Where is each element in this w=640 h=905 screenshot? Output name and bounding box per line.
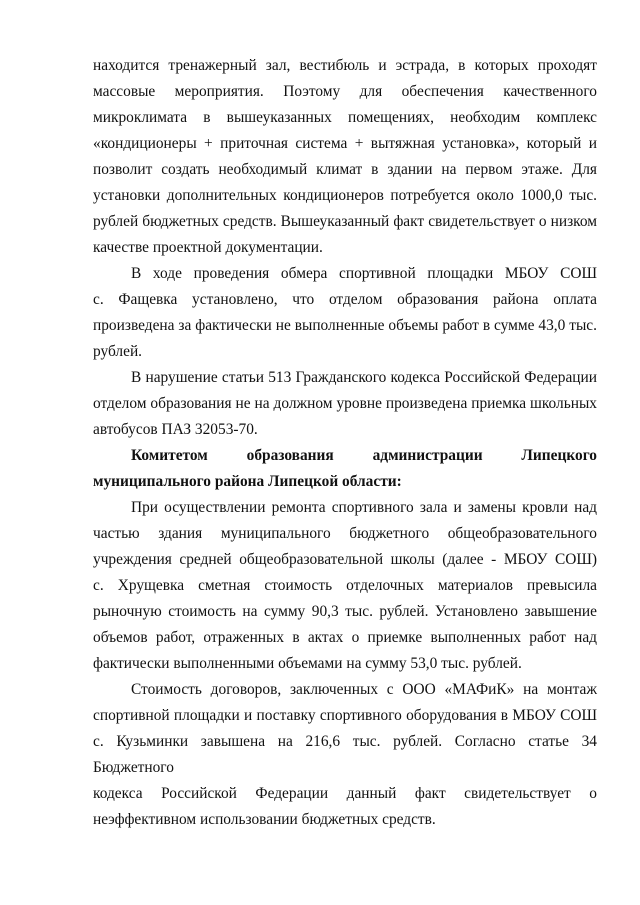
text-line: объемов работ, отраженных в актах о приемке выполненных работ над: [93, 629, 597, 646]
paragraph-1: [93, 53, 597, 261]
text-line: рыночную стоимость на сумму 90,3 тыс. рублей. Установлено завышение: [93, 603, 597, 620]
text-line: спортивной площадки и поставку спортивного оборудования в МБОУ СОШ: [93, 707, 597, 724]
text-line: автобусов ПАЗ 32053-70.: [93, 421, 258, 438]
text-line: позволит создать необходимый климат в здании на первом этаже. Для: [93, 161, 597, 178]
text-line: При осуществлении ремонта спортивного зала и замены кровли над: [131, 499, 597, 516]
paragraph-5: [93, 495, 597, 677]
document-body: [93, 53, 597, 833]
text-line: частью здания муниципального бюджетного общеобразовательного: [93, 525, 597, 542]
text-line: учреждения средней общеобразовательной школы (далее - МБОУ СОШ): [93, 551, 597, 568]
text-line: «кондиционеры + приточная система + вытяжная установка», который и: [93, 135, 597, 152]
text-line: с. Фащевка установлено, что отделом образования района оплата: [93, 291, 597, 308]
text-line: качестве проектной документации.: [93, 239, 323, 256]
heading-line: Комитетом образования администрации Липецкого: [131, 447, 597, 464]
text-line: с. Кузьминки завышена на 216,6 тыс. рублей. Согласно статье 34 Бюджетного: [93, 733, 597, 776]
text-line: рублей бюджетных средств. Вышеуказанный факт свидетельствует о низком: [93, 213, 597, 230]
text-line: с. Хрущевка сметная стоимость отделочных материалов превысила: [93, 577, 597, 594]
text-line: произведена за фактически не выполненные объемы работ в сумме 43,0 тыс.: [93, 317, 597, 334]
heading-line: муниципального района Липецкой области:: [93, 473, 402, 490]
text-line: неэффективном использовании бюджетных средств.: [93, 811, 436, 828]
text-line: отделом образования не на должном уровне произведена приемка школьных: [93, 395, 597, 412]
section-heading: [93, 443, 597, 495]
paragraph-2: [93, 261, 597, 365]
paragraph-3: [93, 365, 597, 443]
text-line: микроклимата в вышеуказанных помещениях, необходим комплекс: [93, 109, 597, 126]
text-line: В ходе проведения обмера спортивной площадки МБОУ СОШ: [131, 265, 597, 282]
paragraph-6: [93, 677, 597, 833]
text-line: кодекса Российской Федерации данный факт свидетельствует о: [93, 785, 597, 802]
text-line: находится тренажерный зал, вестибюль и эстрада, в которых проходят: [93, 57, 597, 74]
text-line: В нарушение статьи 513 Гражданского кодекса Российской Федерации: [131, 369, 597, 386]
text-line: установки дополнительных кондиционеров потребуется около 1000,0 тыс.: [93, 187, 597, 204]
text-line: Стоимость договоров, заключенных с ООО «МАФиК» на монтаж: [131, 681, 597, 698]
text-line: фактически выполненными объемами на сумму 53,0 тыс. рублей.: [93, 655, 522, 672]
text-line: рублей.: [93, 343, 143, 360]
text-line: массовые мероприятия. Поэтому для обеспечения качественного: [93, 83, 597, 100]
